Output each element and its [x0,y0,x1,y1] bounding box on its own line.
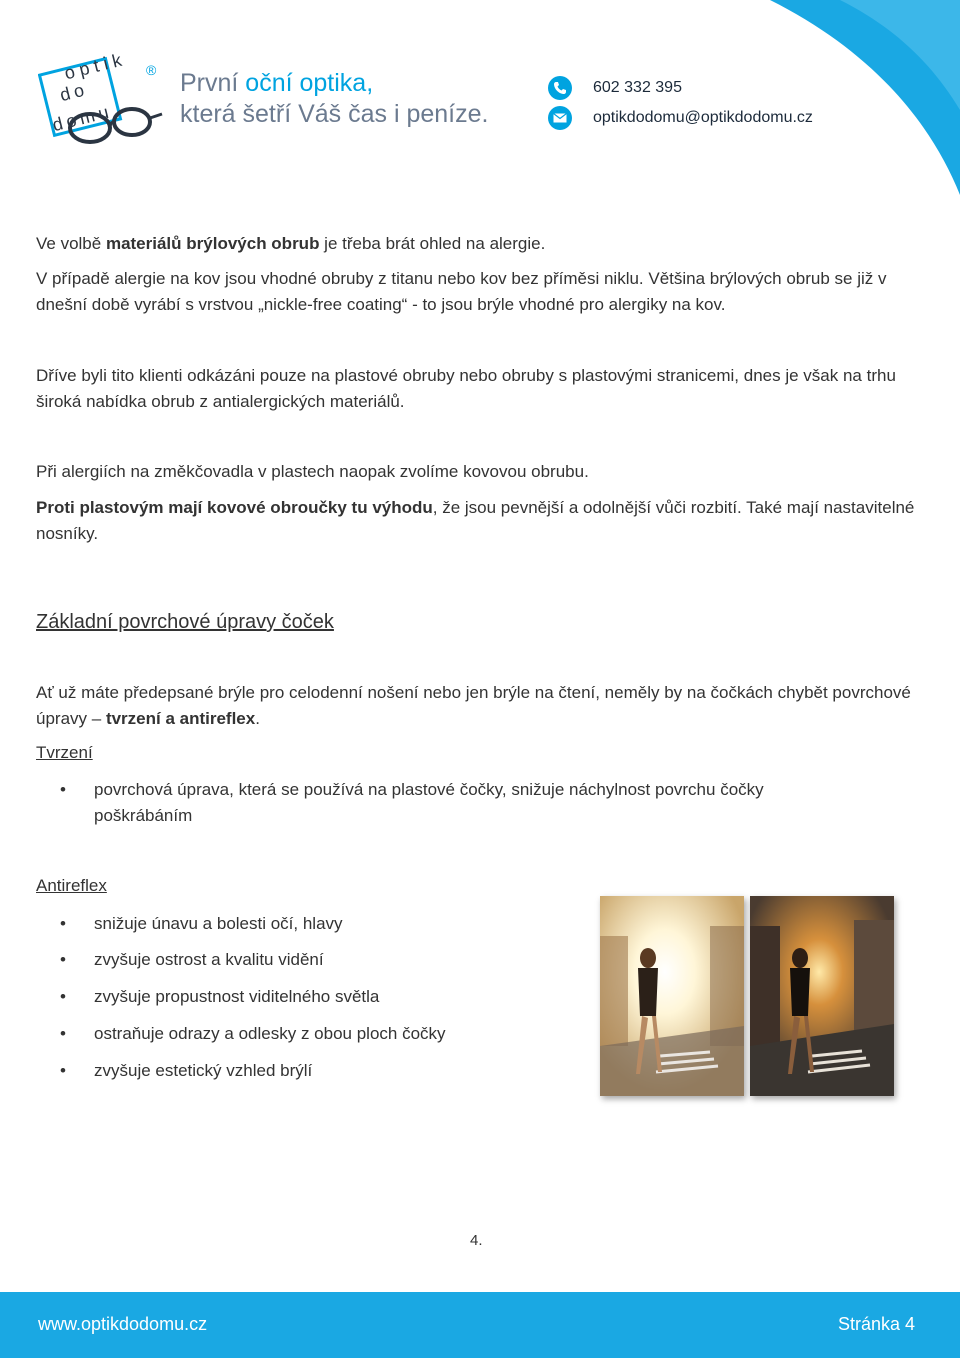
tagline-part1: První [180,69,246,97]
footer-website-link[interactable]: www.optikdodomu.cz [38,1314,208,1334]
list-item [60,911,343,937]
tagline-accent: oční optika, [245,69,374,97]
footer-page-label: Stránka 4 [837,1314,915,1334]
antireflex-item-text: zvyšuje propustnost viditelného světla [94,987,380,1006]
logo-text-do: do [57,78,90,106]
bullet-icon: • [60,950,66,969]
p1-bold: materiálů brýlových obrub [105,234,320,253]
p6-prefix: Ať už máte předepsané brýle pro celodenní nošení nebo jen brýle na čtení, neměly by na čočkách chybět povrchové úpravy – [36,683,911,728]
optik-do-domu-logo[interactable] [38,48,166,144]
paragraph-materials [36,231,926,257]
header-corner-swoosh [700,0,960,200]
registered-mark: ® [146,62,157,78]
p5-suffix: , že jsou pevnější a odolnější vůči rozbití. Také mají nastavitelné nosníky. [36,498,915,543]
phone-number: 602 332 395 [593,79,682,96]
antireflex-item-text: ostraňuje odrazy a odlesky z obou ploch čočky [94,1024,446,1043]
bullet-icon: • [60,780,66,799]
list-item [60,947,324,973]
phone-icon [548,76,572,100]
antireflex-item-text: zvyšuje estetický vzhled brýlí [94,1061,313,1080]
list-item [60,984,379,1010]
bullet-icon: • [60,1024,66,1043]
footer-bar [0,1292,960,1358]
bullet-icon: • [60,1061,66,1080]
header-tagline [180,68,488,130]
bullet-icon: • [60,987,66,1006]
bullet-icon: • [60,914,66,933]
logo-text-optik: optik [62,48,129,84]
contact-email[interactable] [548,106,813,130]
p5-bold: Proti plastovým mají kovové obroučky tu výhodu [36,498,433,517]
p6-suffix: . [255,709,260,728]
p6-bold: tvrzení a antireflex [105,709,256,728]
contact-phone[interactable] [548,76,682,100]
antireflex-item-text: zvyšuje ostrost a kvalitu vidění [94,950,324,969]
mail-icon [548,106,572,130]
antireflex-item-text: snižuje únavu a bolesti očí, hlavy [94,914,343,933]
paragraph-metal-advantage [36,495,926,547]
photo-without-antireflex [600,896,744,1096]
subheading-tvrzeni: Tvrzení [36,743,93,762]
subheading-antireflex: Antireflex [36,876,107,895]
list-item [60,1021,446,1047]
email-address: optikdodomu@optikdodomu.cz [593,109,813,126]
tvrzeni-item-text: povrchová úprava, která se používá na plastové čočky, snižuje náchylnost povrchu čočky poškrábáním [94,780,764,825]
page-number: 4. [470,1232,483,1249]
logo-text-domu: domu [50,100,115,136]
paragraph-allergy-metal: V případě alergie na kov jsou vhodné obruby z titanu nebo kov bez příměsi niklu. Většina brýlových obrub se již v dnešní době vyrábí s vrstvou „nickle-free coating“ - to jsou brýle vhodné pro alergiky na kov. [36,269,887,314]
paragraph-plasticizers: Při alergiích na změkčovadla v plastech naopak zvolíme kovovou obrubu. [36,462,589,481]
p1-suffix: je třeba brát ohled na alergie. [319,234,546,253]
tagline-line2: která šetří Váš čas i peníze. [180,100,489,128]
section-heading-surface-treatments: Základní povrchové úpravy čoček [36,611,334,633]
photo-with-antireflex [750,896,894,1096]
list-item [60,1058,312,1084]
p1-prefix: Ve volbě [36,234,106,253]
list-item [60,777,860,829]
paragraph-plastic-history: Dříve byli tito klienti odkázáni pouze na plastové obruby nebo obruby s plastovými stranicemi, dnes je však na trhu široká nabídka obrub z antialergických materiálů. [36,366,896,411]
paragraph-surface-intro [36,680,926,732]
